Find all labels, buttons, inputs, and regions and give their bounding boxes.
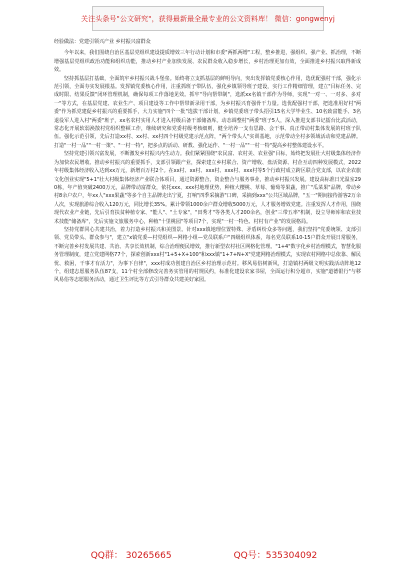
document-body [54,38,361,285]
promo-banner[interactable] [81,6,335,31]
contact-footer [0,548,408,562]
paragraph-4: 坚持党群同心共建共治，着力打造乡村振兴和美图景。针对xxx镇地理位置特殊、矛盾纠纷众多等问题，我们坚持"党委统领、支部引领、党员带头、群众参与"，建立"x镇党委—村党组织—网格小组—党员联系户"四级组织体系，每名党员联系10-15户群众开展日常服务，不断完善乡村发展共建、共治、共享长效机制，综合治理便民增效，推行新型农村社区网格化管理。"1+4"数字化乡村治理模式，智慧化服务管理制度，建立党建网格77个，探索创新xxx村"1+5+X+100"和xxx镇"1+7+N+X"党建网格治理模式，实现农村网格中总依靠、解民忧、救困，干事才有活力"，为事下自律"，xxx村成功创建自治区乡村治理示范村。移风易俗树新风，打造镇村两级文明实践活动阵地12个，组建志愿服务队伍87支，11个村全部修改完善务实管用的村规民约，标准化建设农家书屋，全面运行积分超市，实施"道德银行"与移风易俗等志愿服务活动，通过卫生评比等方式引导群众共建美好家园。 [54,226,361,284]
paragraph-3: 坚持党建引领兴富发展，不断激发乡村振兴内生动力。我们紧紧围绕"农民富、农村美、农业强"目标，始终把发展壮大村级集体经济作为加快农民增收、推动乡村振兴的重要抓手，支部引领跟产业，探索建立乡村联合、资产增收、盘活资源、村企互动四种发展模式，2022年村级集体经济收入达到xx万元，新增百万村2个。在xx村、xx村、xxx村、xxx村、xxx村等5个行政村成立跨区联合党支部，以农企农旅文化创业实现"5+1"壮大村级集体经济产业联合体项目，通过资源整合，资金整合与服务事业，推动乡村振兴发展。建设高标准日光温室290栋，年产值突破2400万元，品牌带动富群众，依托xxx、xxx村地理优势，种植大樱桃、草莓、葡萄等果蔬，推广"瓜菜果"品牌，带动乡村8余户农户，年xx人"xxx果蔬"等多个自主品牌走出宁夏，打响"四季采摘游"口碑，采摘到xxx"公共区域品牌，"五一"期间接待游客2万余人次，实现旅游综合收入120万元，同比增长35%。累计带领1000余户群众增收5000万元，人才服务增效党建。注重发挥人才作用，围绕现代农业产业链，先后引育扶贫种植专家、"能人"、"土专家"，"田秀才"等各类人才200余名，创业"三带五率"机制，设立导师库和农业技术技能"储备库"，先后实施文旅服务中心，种植"十里桃园"等项目7个，实现"一村一特色、村村有产业"的发展格局。 [54,151,361,225]
qq-group-text: QQ群： 30265665 [90,551,172,561]
document-title: 经验做法：党建引领兴产业 乡村振兴富群众 [54,39,151,45]
qq-number-text: QQ号：535304092 [233,551,318,561]
promo-banner-text: 关注头条号"公文研究"，获得最新最全最专业的公文资料库！ 微信：gongwenyj [81,14,335,23]
paragraph-1: 今年以来，我们围绕自治区基层党组织建设提质增效三年行动计划和市委"两抓两增"工程，整乡推进，强组织、强产业、抓治理，不断增强基层党组织政治功能和组织功能，推动乡村产业加快发展、农民群众收入稳步增长，乡村治理更加有效，全面推进乡村振兴取得新成效。 [54,50,361,74]
paragraph-2: 坚持抓基层打基础，全面筑牢乡村振兴战斗堡垒。始终将立支抓基层的鲜明导向，突出发挥镇党委核心作用，选优配强村干部，强化示范引领，全面夯实发展根基。发挥镇党委核心作用，注重抓班子带队伍，强化乡镇领导班子建设，实行工作精细管理，建立"目标任务、完成时限、结果反馈"闭环管理机制，确保每项工作落地见效。抓牢"导向帮带制"，选派xx名镇干部作为导师，实现"一对一、一对多、多对一"等方式，在基层党建、农业生产、项目建设等工作中帮带新录用干部，为乡村振兴育强骨干力量。选优配强村干部，把选准用好村"两委"作为抓党建促乡村振兴的重要抓手，大力实施"四个一批"选拔干部计划，乡镇党委班子带头招引15名大学毕业生、10名致富能手、3名退役军人进入村"两委"班子，xx名农村实用人才进入村级后备干部储备库。动态调整村"两委"班子5人，深入推进支部书记擂台比武活动，常态化开展软弱涣散村党组织整顿工作，继续研究和党委村级考核细则，健全培养一支有思路、会干事、真正带动村集体发展的村班子队伍。强化示范引领，先后打造xx村、xx村、xx村四个村级党建示范点阵，"两个带头人"实训基地，示范带动全村多领域活动和党建品牌。打造"一村一品""一村一策"、"一村一特"，把多点的活动、研教、强化运作、"一村一品""一村一特"提高乡村整体建设水平。 [54,75,361,149]
